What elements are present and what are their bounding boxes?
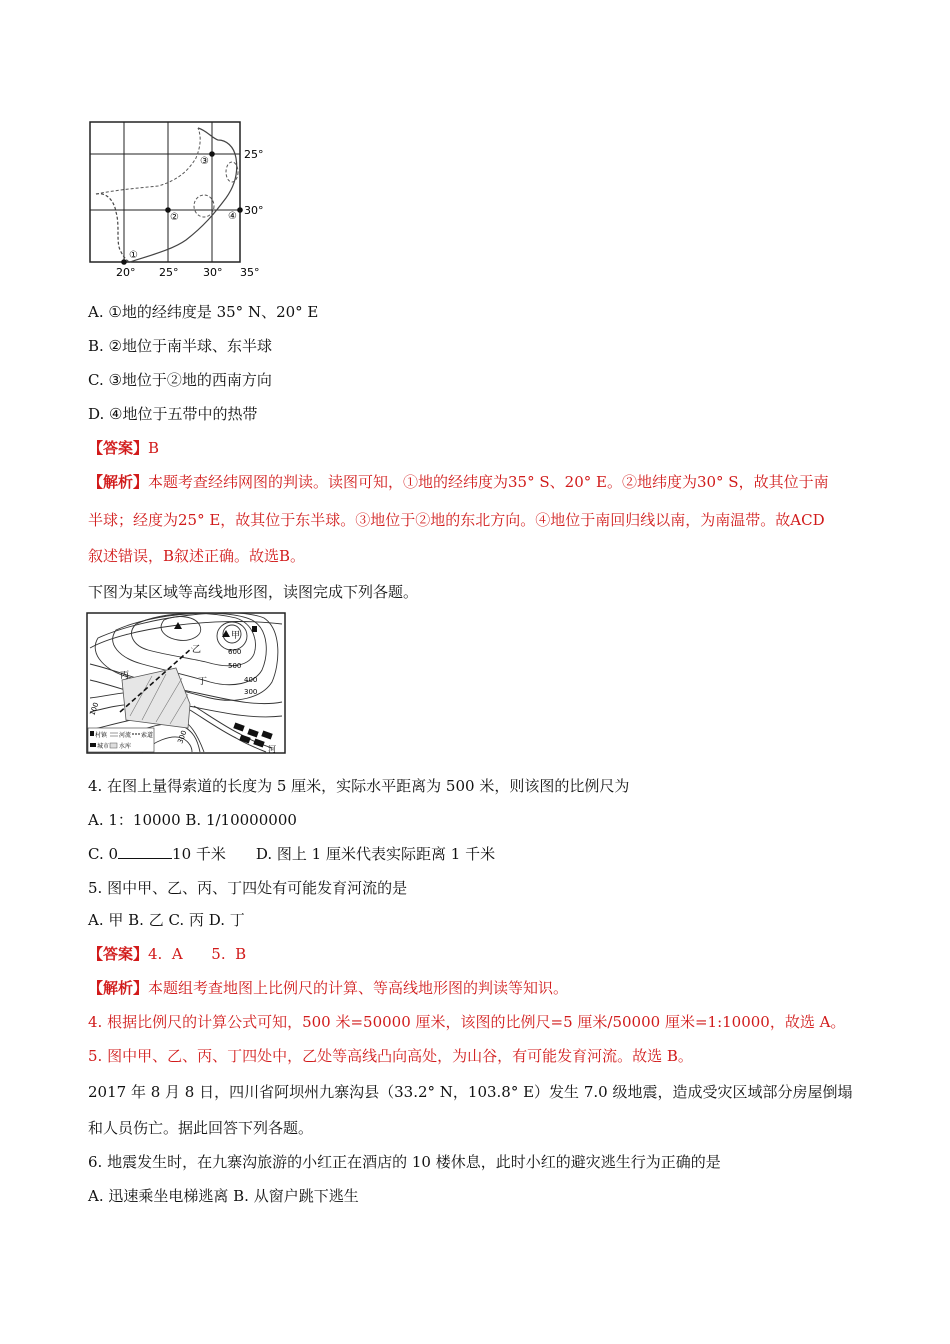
q4-scale-bar: [118, 844, 172, 859]
intro-contour-map: 下图为某区域等高线地形图，读图完成下列各题。: [88, 583, 419, 601]
lat-label-30: 30°: [244, 204, 264, 217]
place-ding: 丁: [198, 677, 208, 687]
q3-option-d: D. ④地位于五带中的热带: [88, 405, 258, 423]
q4-stem: 4. 在图上量得索道的长度为 5 厘米，实际水平距离为 500 米，则该图的比例尺为: [88, 777, 630, 795]
contour-label-100: 100: [88, 701, 101, 717]
contour-label-400: 400: [244, 676, 258, 684]
explanation-2-line1: 【解析】本题组考查地图上比例尺的计算、等高线地形图的判读等知识。: [88, 979, 569, 997]
explanation-1-line1: 【解析】本题考查经纬网图的判读。读图可知，①地的经纬度为35° S、20° E。②地纬度为30° S，故其位于南: [88, 473, 829, 491]
q3-option-b: B. ②地位于南半球、东半球: [88, 337, 273, 355]
q4-options-ab: A. 1：10000 B. 1/10000000: [88, 811, 297, 829]
svg-text:索道: 索道: [141, 732, 154, 739]
q4-option-d: D. 图上 1 厘米代表实际距离 1 千米: [255, 845, 496, 863]
explanation-1-label: 【解析】: [88, 473, 149, 491]
q6-options: A. 迅速乘坐电梯逃离 B. 从窗户跳下逃生: [88, 1187, 359, 1205]
answer-1-value: B: [148, 439, 160, 457]
contour-map-figure: [86, 612, 286, 754]
contour-label-300-bottom: 300: [176, 729, 189, 745]
lat-label-25: 25°: [244, 148, 264, 161]
lon-label-20: 20°: [116, 266, 136, 279]
contour-label-300: 300: [244, 688, 258, 696]
answer-1: [88, 438, 159, 458]
contour-map-legend: [88, 728, 154, 752]
q5-stem: 5. 图中甲、乙、丙、丁四处有可能发育河流的是: [88, 879, 408, 897]
lon-label-30: 30°: [203, 266, 223, 279]
place-yi: 乙: [192, 645, 202, 655]
answer-2-value: 4. A 5. B: [148, 945, 247, 963]
answer-2: [88, 944, 246, 964]
explanation-1-line3: 叙述错误，B叙述正确。故选B。: [88, 547, 306, 565]
q5-options: A. 甲 B. 乙 C. 丙 D. 丁: [88, 911, 245, 929]
q4-option-c-end: 10 千米: [172, 845, 226, 863]
place-jia: 甲: [231, 631, 241, 641]
q6-stem: 6. 地震发生时，在九寨沟旅游的小红正在酒店的 10 楼休息，此时小红的避灾逃生行为正确的是: [88, 1153, 721, 1171]
q3-option-a: A. ①地的经纬度是 35° N、20° E: [88, 303, 319, 321]
contour-label-600: 600: [228, 648, 242, 656]
lon-label-25: 25°: [159, 266, 179, 279]
svg-text:水库: 水库: [119, 743, 132, 750]
place-he: 河: [268, 745, 276, 754]
intro-earthquake-line2: 和人员伤亡。据此回答下列各题。: [88, 1119, 314, 1137]
point-1-label: ①: [129, 250, 138, 261]
point-4-marker: [237, 207, 243, 213]
graticule-map-figure: [86, 116, 276, 280]
point-1-marker: [121, 259, 127, 265]
point-2-label: ②: [170, 212, 179, 223]
explanation-2-label: 【解析】: [88, 979, 149, 997]
lon-label-35: 35°: [240, 266, 260, 279]
answer-2-label: 【答案】: [88, 945, 149, 963]
point-3-marker: [209, 151, 215, 157]
explanation-2-line2: 4. 根据比例尺的计算公式可知，500 米=50000 厘米，该图的比例尺=5 厘米/50000 厘米=1:10000，故选 A。: [88, 1013, 846, 1031]
explanation-1-line2: 半球；经度为25° E，故其位于东半球。③地位于②地的东北方向。④地位于南回归线以南，为南温带。故ACD: [88, 511, 825, 529]
place-bing: 丙: [120, 671, 130, 681]
point-4-label: ④: [228, 211, 237, 222]
svg-text:河流: 河流: [119, 732, 132, 739]
q3-option-c: C. ③地位于②地的西南方向: [88, 371, 272, 389]
answer-1-label: 【答案】: [88, 439, 149, 457]
intro-earthquake-line1: 2017 年 8 月 8 日，四川省阿坝州九寨沟县（33.2° N，103.8° E）发生 7.0 级地震，造成受灾区域部分房屋倒塌: [88, 1083, 853, 1101]
q4-option-c-start: C. 0: [88, 845, 119, 863]
explanation-2-line3: 5. 图中甲、乙、丙、丁四处中，乙处等高线凸向高处，为山谷，有可能发育河流。故选 B。: [88, 1047, 693, 1065]
point-3-label: ③: [200, 156, 209, 167]
svg-text:村镇: 村镇: [95, 732, 108, 739]
village-marker: [252, 626, 257, 632]
contour-label-500: 500: [228, 662, 242, 670]
q4-options-cd: [88, 844, 495, 864]
svg-text:城市: 城市: [97, 743, 110, 750]
